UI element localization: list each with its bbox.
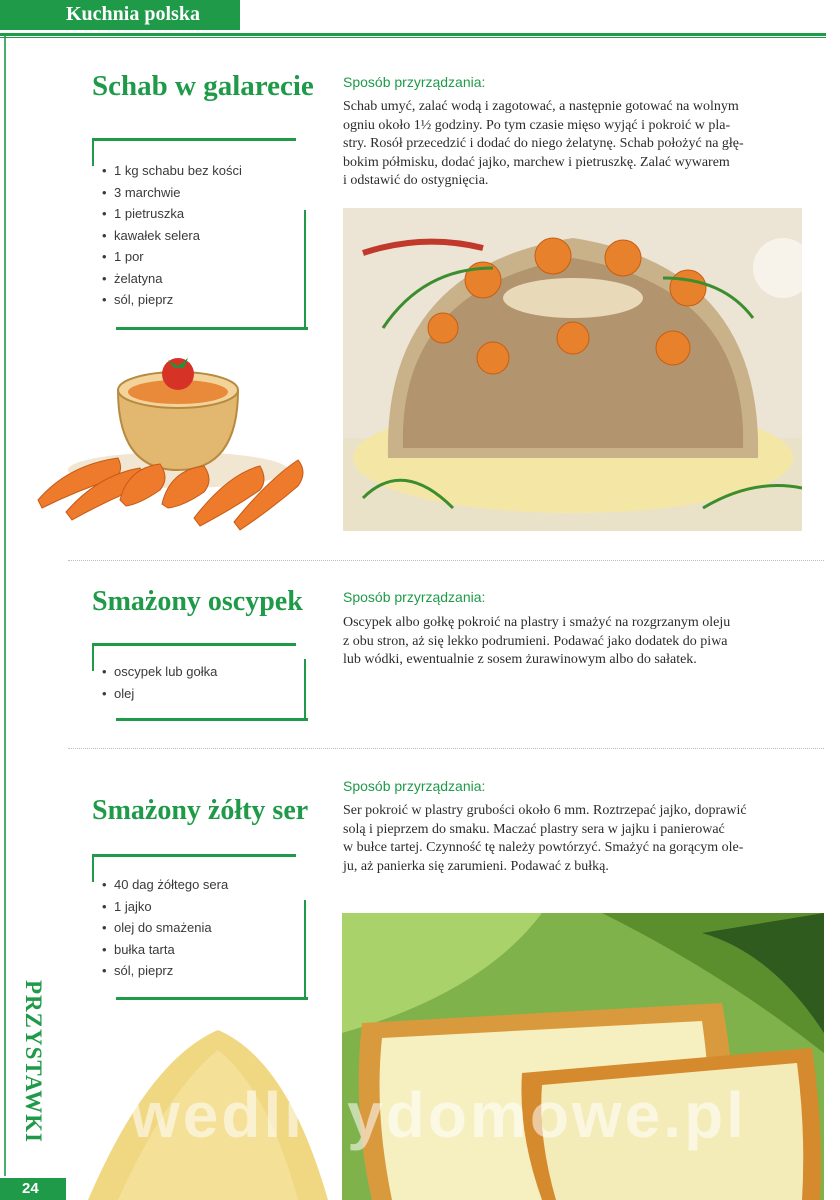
ingredient-list <box>102 874 228 982</box>
ingredient-item: • 3 marchwie <box>102 184 181 200</box>
header-rule <box>0 33 826 36</box>
ingredient-box <box>92 854 314 1000</box>
method-line: bokim półmisku, dodać jajko, marchew i pietruszkę. Zalać wywarem <box>343 154 730 170</box>
section-divider <box>68 748 824 749</box>
recipe-title: Smażony oscypek <box>92 586 303 617</box>
method-line: solą i pieprzem do smaku. Maczać plastry sera w jajku i panierować <box>343 821 725 837</box>
ingredient-item: • 1 jajko <box>102 898 152 914</box>
aspic-photo <box>343 208 802 531</box>
ingredient-item: • 1 kg schabu bez kości <box>102 163 242 178</box>
carrots-bowl-image <box>28 340 318 540</box>
method-text <box>343 98 801 191</box>
fried-cheese-photo <box>342 913 824 1200</box>
section-divider <box>68 560 824 561</box>
method-line: Ser pokroić w plastry grubości około 6 mm. Roztrzepać jajko, doprawić <box>343 803 747 818</box>
method-line: i odstawić do ostygnięcia. <box>343 173 489 189</box>
method-line: ogniu około 1½ godziny. Po tym czasie mięso wyjąć i pokroić w pla- <box>343 117 731 133</box>
ingredient-list <box>102 661 217 704</box>
ingredient-item: • 1 por <box>102 249 144 264</box>
page-header-title: Kuchnia polska <box>66 3 200 25</box>
ingredient-item: • sól, pieprz <box>102 963 174 978</box>
method-line: Schab umyć, zalać wodą i zagotować, a następnie gotować na wolnym <box>343 99 739 114</box>
recipe-title: Smażony żółty ser <box>92 795 309 826</box>
ingredient-item: • olej do smażenia <box>102 920 212 935</box>
section-tab: PRZYSTAWKI <box>21 980 46 1143</box>
page-number: 24 <box>22 1180 39 1197</box>
method-line: w bułce tartej. Czynność tę należy powtórzyć. Smażyć na gorącym ole- <box>343 840 744 856</box>
method-line: lub wódki, ewentualnie z sosem żurawinowym albo do sałatek. <box>343 652 697 668</box>
method-line: z obu stron, aż się lekko podrumieni. Podawać jako dodatek do piwa <box>343 633 728 649</box>
ingredient-item: • 40 dag żółtego sera <box>102 877 229 892</box>
method-label: Sposób przyrządzania: <box>343 589 486 605</box>
ingredient-item: • 1 pietruszka <box>102 206 185 221</box>
ingredient-item: • olej <box>102 685 135 701</box>
side-rule <box>4 36 6 1176</box>
header-rule-thin <box>0 37 826 38</box>
ingredient-item: • oscypek lub gołka <box>102 664 218 679</box>
method-label: Sposób przyrządzania: <box>343 778 486 794</box>
ingredient-item: • sól, pieprz <box>102 292 174 307</box>
ingredient-box <box>92 138 314 330</box>
ingredient-list <box>102 160 242 311</box>
ingredient-item: • kawałek selera <box>102 227 200 243</box>
ingredient-item: • żelatyna <box>102 270 163 286</box>
recipe-title: Schab w galarecie <box>92 70 314 102</box>
method-line: ju, aż panierka się zarumieni. Podawać z bułką. <box>343 858 609 874</box>
method-label: Sposób przyrządzania: <box>343 74 486 90</box>
method-line: Oscypek albo gołkę pokroić na plastry i smażyć na rozgrzanym oleju <box>343 615 731 630</box>
watermark: wedlinydomowe.pl <box>130 1079 747 1151</box>
method-text <box>343 802 801 876</box>
method-text <box>343 614 801 670</box>
method-line: stry. Rosół przecedzić i dodać do niego żelatynę. Schab położyć na głę- <box>343 136 744 152</box>
ingredient-item: • bułka tarta <box>102 941 175 957</box>
ingredient-box <box>92 643 314 721</box>
